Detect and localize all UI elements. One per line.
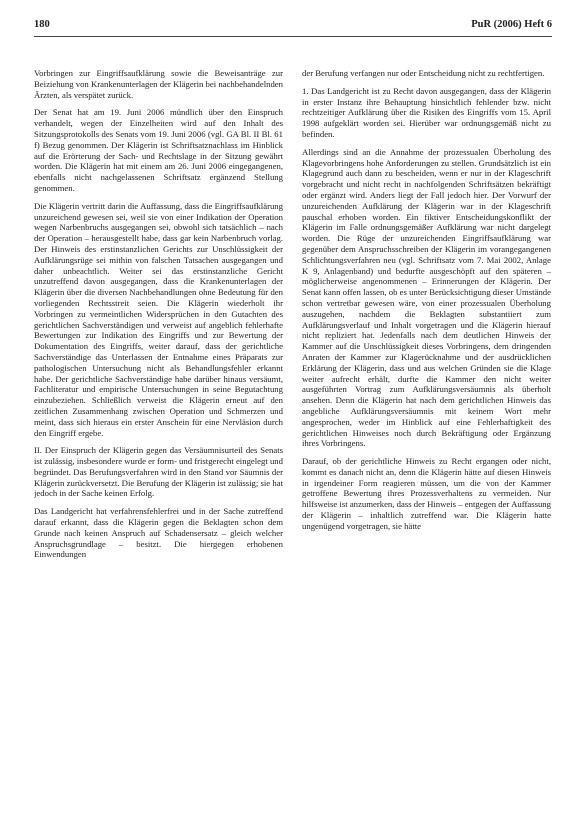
paragraph: 1. Das Landgericht ist zu Recht davon ausgegangen, dass der Klägerin in erster Instanz ihre Behauptung hinsichtlich fehlender bzw. nicht rechtzeitiger Aufklärung über die Risiken des Eingriffs vom 15. April 1998 aufgeklärt worden sei. Hierüber war ordnungsgemäß nicht zu befinden. <box>302 85 551 139</box>
page-number: 180 <box>34 19 50 30</box>
paragraph: Darauf, ob der gerichtliche Hinweis zu Recht ergangen oder nicht, kommt es danach nicht an, denn die Klägerin hätte auf diesen Hinweis in irgendeiner Form reagieren müssen, um die von der Kammer getroffene Bewertung ihres Prozessverhaltens zu vermeiden. Nur hilfsweise ist anzumerken, dass der Hinweis – entgegen der Auffassung der Klägerin – inhaltlich zutreffend war. Die Klägerin hatte ungenügend vorgetragen, sie hätte <box>302 456 551 531</box>
paragraph: Der Senat hat am 19. Juni 2006 mündlich über den Einspruch verhandelt, wegen der Einzelheiten wird auf den Inhalt des Sitzungsprotokolls des Senats vom 19. Juni 2006 (vgl. GA Bl. II Bl. 61 f) Bezug genommen. Der Klägerin ist Schriftsatznachlass im Hinblick auf die Erörterung der Sach- und Rechtslage in der Sitzung gewährt worden. Die Klägerin hat mit einem am 26. Juni 2006 eingegangenen, ebenfalls nicht nachgelassenen Schriftsatz ergänzend Stellung genommen. <box>34 107 283 193</box>
journal-header: PuR (2006) Heft 6 <box>471 19 552 30</box>
paragraph: Allerdings sind an die Annahme der prozessualen Überholung des Klagevorbringens hohe Anforderungen zu stellen. Grundsätzlich ist ein Klagegrund auch dann zu bescheiden, wenn er nur in der Klageschrift vorgebracht und nicht recht in nachfolgenden Schriftsätzen bekräftigt oder ergänzt wird. Anders liegt der Fall jedoch hier. Der Vorwurf der unzureichenden Aufklärung der Klägerin war in der Klageschrift pauschal erhoben worden. Ein fiktiver Entscheidungskonflikt der Klägerin im Falle ordnungsgemäßer Aufklärung war nicht dargelegt worden. Die Rüge der unzureichenden Eingriffsaufklärung war gegenüber dem Anspruchsschreiben der Klägerin im vorangegangenen Schlichtungsverfahren neu (vgl. Schriftsatz vom 7. Mai 2002, Anlage K 9, Anlagenband) und bedurfte ausgeschöpft auf den späteren – möglicherweise angenommenen – Erinnerungen der Klägerin. Der Senat kann offen lassen, ob es unter Berücksichtigung dieser Umstände schon vertretbar gewesen wäre, von einer prozessualen Überholung auszugehen, nachdem die Beklagten substantiiert zum Aufklärungsverlauf und Inhalt vorgetragen und die Klägerin hierauf nicht repliziert hat. Jedenfalls nach dem deutlichen Hinweis der Kammer auf die Unschlüssigkeit dieses Vorbringens, dem dringenden Anraten der Kammer zur Klagerücknahme und der ausdrücklichen Erklärung der Klägerin, dass und aus welchen Gründen sie die Klage weiter aufrecht erhält, durfte die Kammer den nicht weiter ausgeführten Vortrag zum Aufklärungsversäumnis als überholt ansehen. Denn die Klägerin hat nach dem gerichtlichen Hinweis das angebliche Aufklärungsversäumnis mit keinem Wort mehr angesprochen, weder im Hinblick auf eine Fehlerhaftigkeit des gerichtlichen Hinweises noch durch Bekräftigung oder Ergänzung ihres Vorbringens. <box>302 146 551 449</box>
paragraph: der Berufung verfangen nur oder Entscheidung nicht zu rechtfertigen. <box>302 68 545 78</box>
left-column <box>34 68 283 803</box>
right-column <box>302 68 551 803</box>
header-rule <box>34 36 552 37</box>
paragraph: Die Klägerin vertritt darin die Auffassung, dass die Eingriffsaufklärung unzureichend gewesen sei, weil sie von einer Indikation der Operation wegen Narbenbruchs ausgegangen sei, obwohl sich tatsächlich – nach der Operation – herausgestellt habe, dass gar kein Narbenbruch vorlag. Der Hinweis des erstinstanzlichen Gerichts zur Unschlüssigkeit der Aufklärungsrüge sei mithin von falschen Tatsachen ausgegangen und daher unbeachtlich. Weiter sei das erstinstanzliche Gericht unzutreffend davon ausgegangen, dass die Krankenunterlagen der Klägerin über die diversen Nachbehandlungen ohne Bedeutung für den vorliegenden Rechtsstreit seien. Die Klägerin wiederholt ihr Vorbringen zu vermeintlichen Widersprüchen in den Gutachten des gerichtlichen Sachverständigen und verweist auf angeblich fehlerhafte Bewertungen zur Indikation des Eingriffs und zur Bewertung der Dokumentation des Eingriffs, weiter darauf, dass der gerichtliche Sachverständige das Unterlassen der Entnahme eines Präparats zur pathologischen Untersuchung nicht als Behandlungsfehler erkannt habe. Der gerichtliche Sachverständige habe darüber hinaus versäumt, Fachliteratur und empirische Untersuchungen in seine Begutachtung einzubeziehen. Schließlich verweist die Klägerin erneut auf den zeitlichen Zusammenhang zwischen Operation und Schmerzen und meint, dass sich hieraus ein erster Anschein für eine Nervläsion durch den Eingriff ergebe. <box>34 200 283 438</box>
paragraph: Das Landgericht hat verfahrensfehlerfrei und in der Sache zutreffend darauf erkannt, dass die Klägerin gegen die Beklagten schon dem Grunde nach keinen Anspruch auf Schadensersatz – gleich welcher Anspruchsgrundlage – besitzt. Die hiergegen erhobenen Einwendungen <box>34 506 283 560</box>
paragraph: II. Der Einspruch der Klägerin gegen das Versäumnisurteil des Senats ist zulässig, insbesondere wurde er form- und fristgerecht eingelegt und begründet. Das Berufungsverfahren wird in den Stand vor Säumnis der Klägerin zurückversetzt. Die Berufung der Klägerin ist zulässig; sie hat jedoch in der Sache keinen Erfolg. <box>34 445 283 499</box>
paragraph: Vorbringen zur Eingriffsaufklärung sowie die Beweisanträge zur Beiziehung von Krankenunterlagen der Klägerin bei nachbehandelnden Ärzten, als verspätet zurück. <box>34 68 283 100</box>
